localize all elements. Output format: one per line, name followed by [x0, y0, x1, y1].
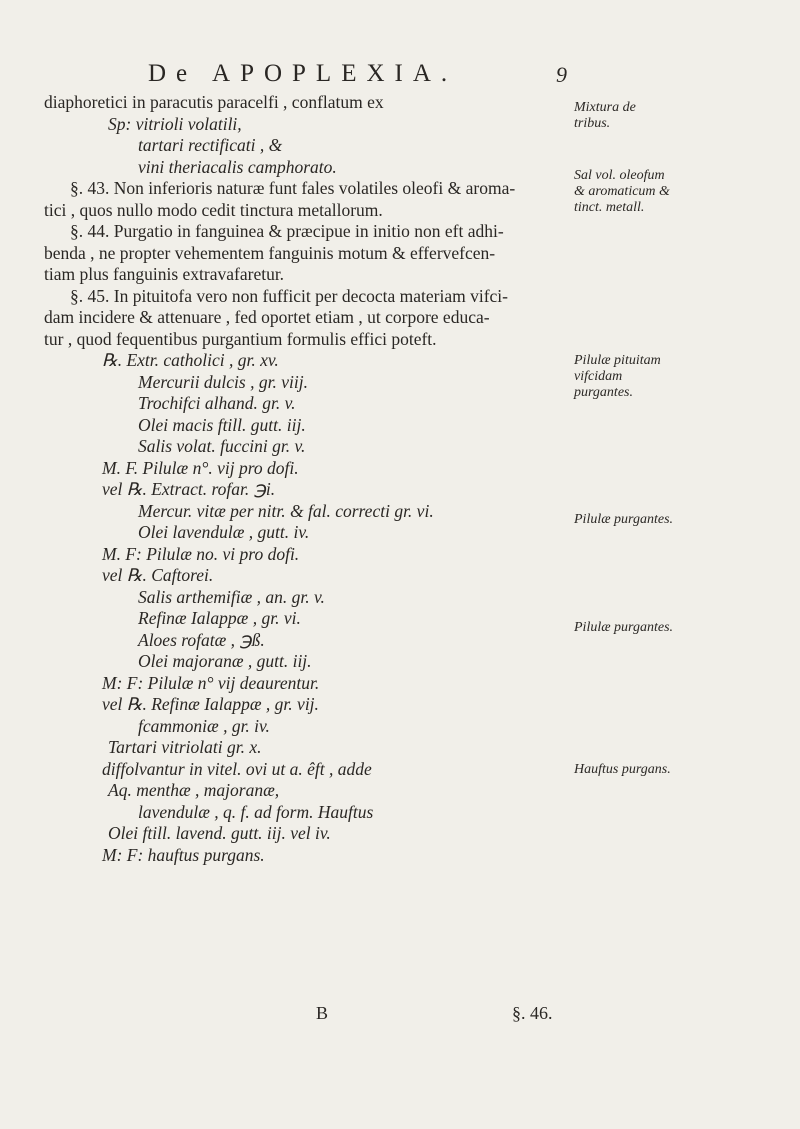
page-number: 9: [556, 62, 567, 87]
recipe-line: Olei majoranæ , gutt. iij.: [138, 651, 312, 671]
recipe-line: lavendulæ , q. f. ad form. Hauftus: [138, 801, 374, 822]
recipe-line: Mercur. vitæ per nitr. & fal. correcti gr. vi.: [138, 500, 434, 521]
recipe-line: M: F: hauftus purgans.: [102, 844, 265, 865]
text-line: Sp: vitrioli volatili,: [108, 113, 242, 134]
margin-note: Sal vol. oleofum & aromaticum & tinct. metall.: [574, 168, 670, 215]
text-line: §. 43. Non inferioris naturæ funt fales volatiles oleofi & aroma-: [70, 178, 516, 198]
text-line: tiam plus fanguinis extravafaretur.: [44, 264, 285, 284]
recipe-line: Olei ftill. lavend. gutt. iij. vel iv.: [108, 823, 331, 843]
main-text: [44, 92, 554, 866]
recipe-line: diffolvantur in vitel. ovi ut a. êft , adde: [102, 758, 372, 779]
recipe-line: vel ℞. Caftorei.: [102, 565, 214, 585]
margin-note: Mixtura de tribus.: [574, 100, 636, 131]
text-line: benda , ne propter vehementem fanguinis motum & effervefcen-: [44, 242, 496, 263]
text-line: dam incidere & attenuare , fed oportet etiam , ut corpore educa-: [44, 307, 490, 327]
chapter-title: De APOPLEXIA.: [148, 60, 458, 87]
recipe-line: vel ℞. Refinæ Ialappæ , gr. vij.: [102, 694, 319, 714]
margin-note: Hauftus purgans.: [574, 762, 671, 777]
catchword: §. 46.: [512, 1003, 553, 1023]
recipe-line: Aq. menthæ , majoranæ,: [108, 780, 280, 800]
text-line: vini theriacalis camphorato.: [138, 156, 337, 177]
recipe-line: Olei macis ftill. gutt. iij.: [138, 414, 306, 435]
text-line: tici , quos nullo modo cedit tinctura metallorum.: [44, 199, 383, 220]
margin-note: Pilulæ purgantes.: [574, 512, 674, 527]
recipe-line: Mercurii dulcis , gr. viij.: [138, 371, 308, 392]
recipe-line: Aloes rofatæ , ℈ß.: [138, 629, 265, 650]
text-line: tur , quod fequentibus purgantium formulis effici poteft.: [44, 328, 437, 349]
signature-mark: B: [316, 1003, 329, 1023]
recipe-line: M: F: Pilulæ n° vij deaurentur.: [102, 672, 320, 693]
recipe-line: Trochifci alhand. gr. v.: [138, 393, 296, 413]
margin-note: Pilulæ purgantes.: [574, 620, 674, 635]
recipe-line: M. F. Pilulæ n°. vij pro dofi.: [102, 457, 299, 478]
text-line: §. 44. Purgatio in fanguinea & præcipue in initio non eft adhi-: [70, 221, 504, 241]
recipe-line: Salis arthemifiæ , an. gr. v.: [138, 586, 325, 607]
recipe-line: M. F: Pilulæ no. vi pro dofi.: [102, 543, 300, 564]
text-line: §. 45. In pituitofa vero non fufficit per decocta materiam vifci-: [70, 285, 508, 306]
recipe-line: Tartari vitriolati gr. x.: [108, 737, 262, 757]
recipe-line: fcammoniæ , gr. iv.: [138, 715, 270, 736]
recipe-line: Salis volat. fuccini gr. v.: [138, 436, 306, 456]
text-line: diaphoretici in paracutis paracelfi , conflatum ex: [44, 92, 384, 112]
recipe-line: ℞. Extr. catholici , gr. xv.: [102, 350, 279, 370]
recipe-line: vel ℞. Extract. rofar. ℈i.: [102, 479, 276, 499]
recipe-line: Refinæ Ialappæ , gr. vi.: [138, 608, 301, 628]
text-line: tartari rectificati , &: [138, 135, 283, 155]
margin-note: Pilulæ pituitam vifcidam purgantes.: [574, 353, 661, 400]
recipe-line: Olei lavendulæ , gutt. iv.: [138, 522, 310, 542]
